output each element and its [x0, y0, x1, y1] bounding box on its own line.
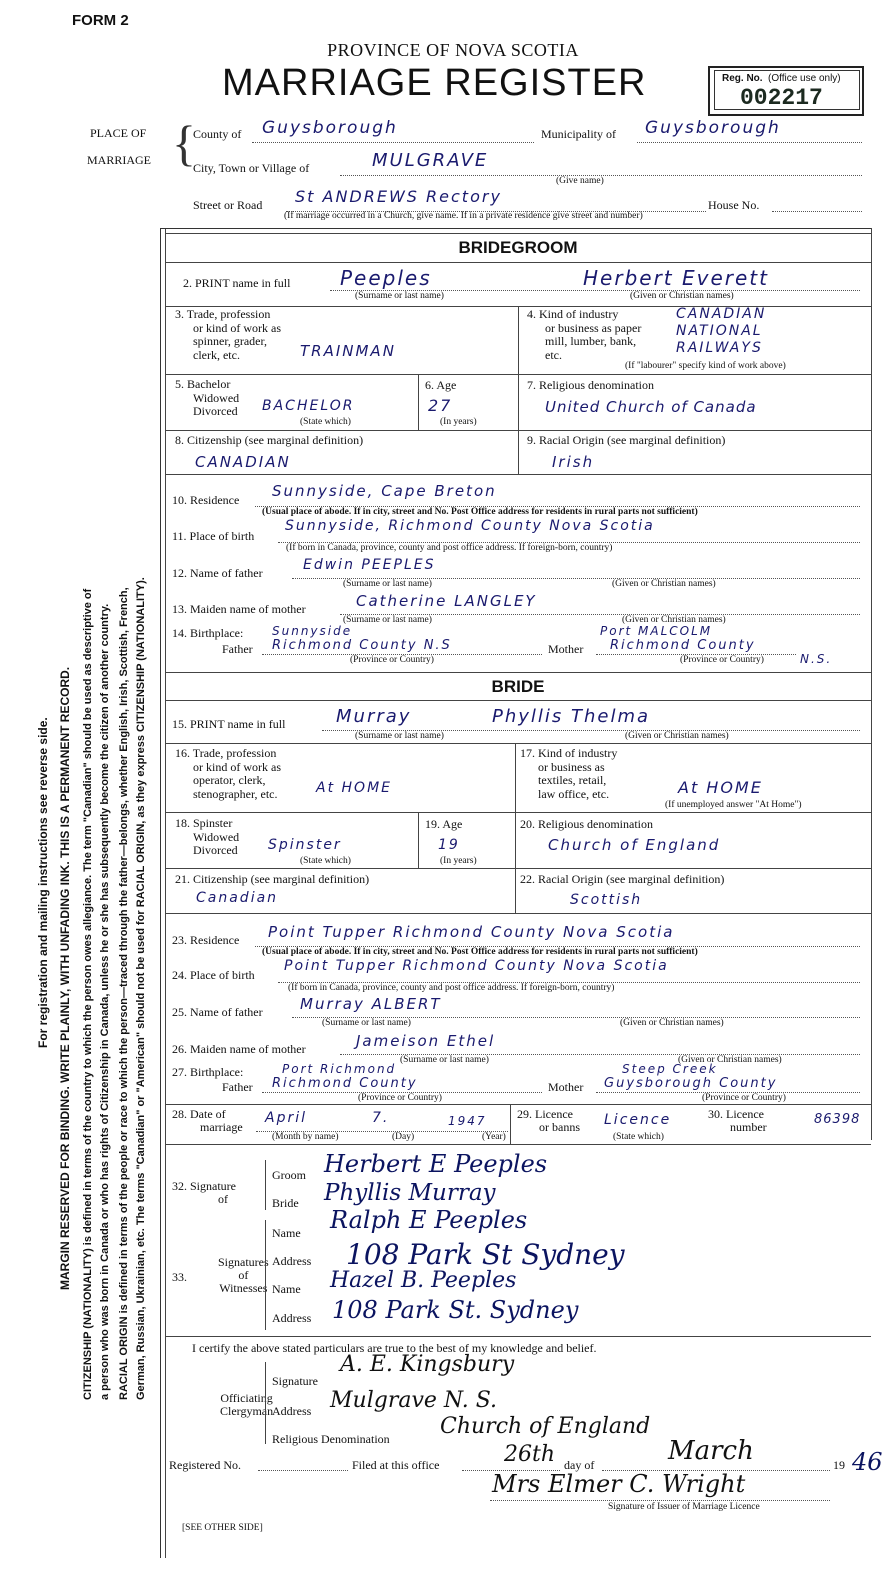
brace-icon: { — [172, 115, 196, 171]
bride-religion: Church of England — [548, 836, 721, 854]
groom-trade: TRAINMAN — [300, 342, 396, 360]
groom-in-years: (In years) — [440, 417, 477, 427]
groom-mother: Catherine LANGLEY — [356, 592, 537, 610]
licence-number-label: 30. Licence number — [708, 1107, 767, 1134]
racial-origin-definition-2: German, Russian, Ukrainian, etc. The terms "Canadian" or "American" should not be used for RACIAL ORIGIN, as they express CITIZENSHIP (NATIONALITY). — [135, 577, 147, 1400]
form-number: FORM 2 — [72, 12, 129, 29]
county-value: Guysborough — [262, 118, 398, 138]
reg-note: (Office use only) — [768, 73, 841, 84]
issuer-label: Signature of Issuer of Marriage Licence — [608, 1502, 760, 1512]
bride-mother-given-note: (Given or Christian names) — [678, 1055, 782, 1065]
bride-given-note: (Given or Christian names) — [625, 731, 729, 741]
witness2-name-label: Name — [272, 1282, 301, 1296]
groom-mother-birthplace-2: Richmond County — [610, 638, 756, 653]
clergy-denomination: Church of England — [440, 1414, 651, 1439]
bride-citizenship-label: 21. Citizenship (see marginal definition) — [175, 872, 370, 886]
bride-trade-label: 16. Trade, profession or kind of work as operator, clerk, stenographer, etc. — [175, 746, 281, 801]
witness2-name: Hazel B. Peeples — [330, 1268, 517, 1293]
bride-father-birthplace-2: Richmond County — [272, 1076, 418, 1091]
bride-industry-note: (If unemployed answer "At Home") — [665, 800, 802, 810]
reg-number-box — [708, 66, 864, 116]
groom-mother-province-note: (Province or Country) — [680, 655, 764, 665]
clergy-signature-label: Signature — [272, 1374, 318, 1388]
witnesses-number: 33. — [172, 1270, 187, 1284]
groom-given-note: (Given or Christian names) — [630, 291, 734, 301]
bride-birth-label: 24. Place of birth — [172, 968, 255, 982]
groom-residence-label: 10. Residence — [172, 493, 240, 507]
bride-birth: Point Tupper Richmond County Nova Scotia — [284, 958, 669, 974]
registered-no-label: Registered No. — [169, 1458, 241, 1472]
mailing-instructions: For registration and mailing instructions see reverse side. — [36, 717, 50, 1048]
county-label: County of — [193, 127, 242, 141]
bride-surname: Murray — [336, 706, 412, 727]
province-title: PROVINCE OF NOVA SCOTIA — [327, 40, 579, 60]
groom-racial-label: 9. Racial Origin (see marginal definition) — [527, 433, 726, 447]
bride-parents-birthplace-label: 27. Birthplace: — [172, 1065, 244, 1079]
groom-father-province-note: (Province or Country) — [350, 655, 434, 665]
signature-of-label: 32. Signature of — [172, 1179, 236, 1206]
groom-signature: Herbert E Peeples — [324, 1150, 548, 1178]
groom-state-which: (State which) — [300, 417, 351, 427]
groom-residence-note: (Usual place of abode. If in city, street and No. Post Office address for residents in rural parts not sufficient) — [262, 507, 698, 517]
groom-father-bp-label: Father — [222, 642, 253, 656]
groom-parents-birthplace-label: 14. Birthplace: — [172, 626, 244, 640]
bride-heading: BRIDE — [491, 677, 545, 696]
page-title: MARRIAGE REGISTER — [222, 62, 647, 104]
bride-state-which: (State which) — [300, 856, 351, 866]
street-label: Street or Road — [193, 198, 263, 212]
street-note: (If marriage occurred in a Church, give name. If in a private residence give street and number) — [284, 211, 643, 221]
reg-number: 002217 — [740, 85, 823, 111]
clergy-denomination-label: Religious Denomination — [272, 1432, 390, 1446]
licence-label: 29. Licence or banns — [517, 1107, 580, 1134]
give-name-note: (Give name) — [556, 176, 604, 186]
groom-name-label: 2. PRINT name in full — [183, 276, 291, 290]
bride-surname-note: (Surname or last name) — [355, 731, 444, 741]
bride-industry-label: 17. Kind of industry or business as textiles, retail, law office, etc. — [520, 746, 618, 801]
groom-mother-surname-note: (Surname or last name) — [343, 615, 432, 625]
groom-given: Herbert Everett — [583, 266, 769, 290]
groom-mother-birthplace-3: N.S. — [800, 652, 833, 666]
year-prefix: 19 — [833, 1458, 845, 1472]
bride-father-bp-label: Father — [222, 1080, 253, 1094]
groom-status-label: 5. Bachelor Widowed Divorced — [175, 377, 240, 418]
groom-racial: Irish — [552, 453, 595, 471]
street-value: St ANDREWS Rectory — [295, 187, 502, 206]
bride-father-province-note: (Province or Country) — [358, 1093, 442, 1103]
bride-father: Murray ALBERT — [300, 995, 442, 1013]
bride-mother-province-note: (Province or Country) — [702, 1093, 786, 1103]
bride-mother-label: 26. Maiden name of mother — [172, 1042, 306, 1056]
racial-origin-definition-1: RACIAL ORIGIN is defined in terms of the people or race to which the person—traced through the father—belongs, whether English, Irish, Scottish, French, — [118, 587, 130, 1400]
bride-father-label: 25. Name of father — [172, 1005, 263, 1019]
bride-industry: At HOME — [678, 778, 763, 797]
see-other-side: [SEE OTHER SIDE] — [182, 1523, 263, 1533]
officiating-clergyman-label: Officiating Clergyman — [220, 1391, 274, 1418]
marriage-label: MARRIAGE — [87, 153, 152, 167]
bride-citizenship: Canadian — [196, 890, 279, 906]
municipality-label: Municipality of — [541, 127, 616, 141]
marriage-date-label: 28. Date of marriage — [172, 1107, 243, 1134]
bride-residence-label: 23. Residence — [172, 933, 240, 947]
groom-father-birthplace-1: Sunnyside — [272, 624, 353, 638]
groom-mother-given-note: (Given or Christian names) — [622, 615, 726, 625]
bride-father-surname-note: (Surname or last name) — [322, 1018, 411, 1028]
clergy-address-label: Address — [272, 1404, 312, 1418]
bride-mother-birthplace-2: Guysborough County — [604, 1076, 778, 1091]
bride-father-birthplace-1: Port Richmond — [282, 1062, 397, 1076]
groom-birth-note: (If born in Canada, province, county and post office address. If foreign-born, country) — [286, 543, 613, 553]
groom-citizenship-label: 8. Citizenship (see marginal definition) — [175, 433, 364, 447]
year-note: (Year) — [482, 1132, 506, 1142]
municipality-value: Guysborough — [645, 118, 781, 138]
citizenship-definition-1: CITIZENSHIP (NATIONALITY) is defined in terms of the country to which the person owes allegiance. The term "Canadian" should be used as descriptive of — [82, 588, 94, 1400]
bride-name-label: 15. PRINT name in full — [172, 717, 286, 731]
day-of-label: day of — [564, 1458, 595, 1472]
bride-racial: Scottish — [570, 892, 643, 908]
bride-mother-bp-label: Mother — [548, 1080, 584, 1094]
witness1-name-label: Name — [272, 1226, 301, 1240]
city-label: City, Town or Village of — [193, 161, 310, 175]
groom-father: Edwin PEEPLES — [303, 557, 436, 573]
groom-birth: Sunnyside, Richmond County Nova Scotia — [285, 518, 655, 534]
groom-citizenship: CANADIAN — [195, 453, 291, 471]
licence-value: Licence — [604, 1112, 672, 1128]
groom-surname: Peeples — [340, 266, 432, 290]
filed-month: March — [668, 1436, 754, 1466]
groom-status: BACHELOR — [262, 398, 355, 414]
bridegroom-heading: BRIDEGROOM — [458, 238, 578, 257]
groom-father-given-note: (Given or Christian names) — [612, 579, 716, 589]
marriage-month: April — [265, 1110, 307, 1126]
year-suffix: 46 — [852, 1448, 883, 1476]
month-note: (Month by name) — [272, 1132, 339, 1142]
licence-state-note: (State which) — [613, 1132, 664, 1142]
witness1-address: 108 Park St Sydney — [346, 1238, 625, 1271]
groom-surname-note: (Surname or last name) — [355, 291, 444, 301]
bride-mother-birthplace-1: Steep Creek — [622, 1062, 718, 1076]
licence-number: 86398 — [814, 1112, 861, 1127]
bride-residence: Point Tupper Richmond County Nova Scotia — [268, 923, 675, 941]
issuer-signature: Mrs Elmer C. Wright — [492, 1470, 746, 1498]
bride-sig-label: Bride — [272, 1196, 299, 1210]
bride-birth-note: (If born in Canada, province, county and post office address. If foreign-born, country) — [288, 983, 615, 993]
witness2-address: 108 Park St. Sydney — [332, 1296, 579, 1324]
bride-mother: Jameison Ethel — [356, 1032, 496, 1050]
bride-age-label: 19. Age — [425, 817, 463, 831]
groom-mother-bp-label: Mother — [548, 642, 584, 656]
city-value: MULGRAVE — [372, 150, 489, 171]
clergy-address: Mulgrave N. S. — [330, 1388, 497, 1413]
groom-religion: United Church of Canada — [545, 398, 757, 416]
marriage-year: 1947 — [448, 1114, 487, 1128]
groom-mother-label: 13. Maiden name of mother — [172, 602, 306, 616]
bride-father-given-note: (Given or Christian names) — [620, 1018, 724, 1028]
groom-father-surname-note: (Surname or last name) — [343, 579, 432, 589]
groom-industry-note: (If "labourer" specify kind of work above) — [625, 361, 786, 371]
bride-status-label: 18. Spinster Widowed Divorced — [175, 816, 240, 857]
marriage-day: 7. — [372, 1110, 390, 1126]
witness2-address-label: Address — [272, 1311, 312, 1325]
bride-trade: At HOME — [316, 780, 392, 796]
witness1-address-label: Address — [272, 1254, 312, 1268]
witness1-name: Ralph E Peeples — [330, 1206, 528, 1234]
groom-age-label: 6. Age — [425, 378, 457, 392]
bride-residence-note: (Usual place of abode. If in city, street and No. Post Office address for residents in rural parts not sufficient) — [262, 947, 698, 957]
bride-in-years: (In years) — [440, 856, 477, 866]
groom-father-label: 12. Name of father — [172, 566, 263, 580]
bride-age: 19 — [438, 837, 460, 853]
groom-birth-label: 11. Place of birth — [172, 529, 255, 543]
place-of-label: PLACE OF — [90, 126, 147, 140]
groom-trade-label: 3. Trade, profession or kind of work as spinner, grader, clerk, etc. — [175, 307, 281, 362]
groom-mother-birthplace-1: Port MALCOLM — [600, 624, 713, 638]
clergy-signature: A. E. Kingsbury — [340, 1352, 515, 1377]
filed-label: Filed at this office — [352, 1458, 440, 1472]
groom-age: 27 — [428, 396, 453, 415]
citizenship-definition-2: a person who was born in Canada or who has rights of Citizenship in Canada, unless he or she has subsequently become the citizen of another country. — [99, 603, 111, 1400]
witnesses-label: Signatures of Witnesses — [218, 1255, 269, 1295]
day-note: (Day) — [392, 1132, 415, 1142]
house-no-label: House No. — [708, 198, 760, 212]
reg-label: Reg. No. — [722, 73, 763, 84]
groom-industry: CANADIAN NATIONAL RAILWAYS — [676, 306, 767, 356]
groom-industry-label: 4. Kind of industry or business as paper mill, lumber, bank, etc. — [527, 307, 642, 362]
filed-day: 26th — [504, 1442, 556, 1467]
groom-sig-label: Groom — [272, 1168, 306, 1182]
bride-religion-label: 20. Religious denomination — [520, 817, 653, 831]
certify-statement: I certify the above stated particulars are true to the best of my knowledge and belief. — [192, 1341, 597, 1355]
groom-religion-label: 7. Religious denomination — [527, 378, 654, 392]
bride-racial-label: 22. Racial Origin (see marginal definition) — [520, 872, 725, 886]
groom-residence: Sunnyside, Cape Breton — [272, 482, 497, 500]
bride-mother-surname-note: (Surname or last name) — [400, 1055, 489, 1065]
bride-status: Spinster — [268, 837, 342, 853]
groom-father-birthplace-2: Richmond County N.S — [272, 638, 452, 653]
binding-notice: MARGIN RESERVED FOR BINDING. WRITE PLAINLY, WITH UNFADING INK. THIS IS A PERMANENT RECORD. — [58, 666, 72, 1290]
bride-given: Phyllis Thelma — [492, 706, 651, 727]
bride-signature: Phyllis Murray — [324, 1180, 496, 1206]
